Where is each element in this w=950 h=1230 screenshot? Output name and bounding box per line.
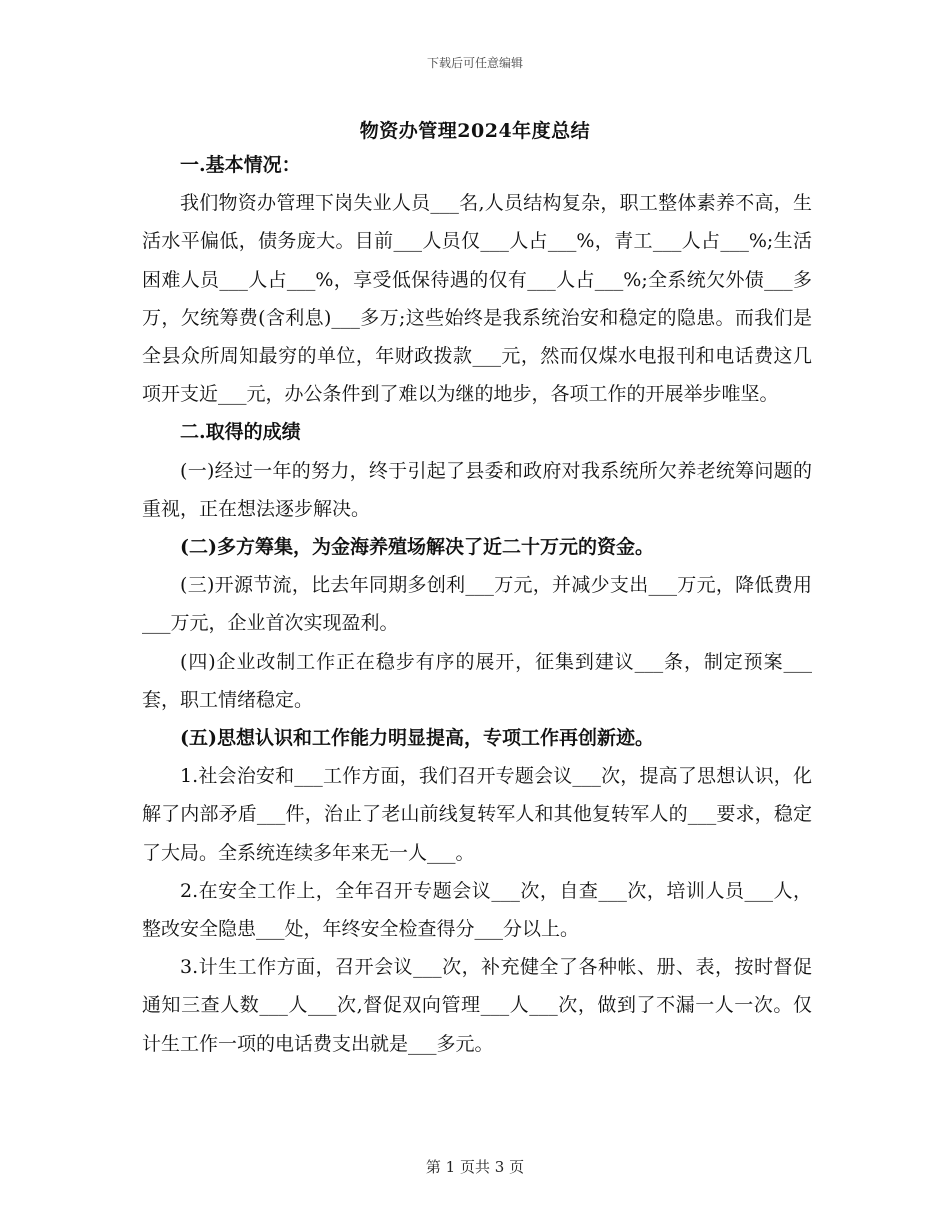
paragraph-achievement-2: (二)多方筹集，为金海养殖场解决了近二十万元的资金。 — [180, 536, 654, 559]
paragraph-achievement-3: (三)开源节流，比去年同期多创利___万元，并减少支出___万元，降低费用___万元，企业首次实现盈利。 — [142, 574, 812, 635]
page-header-note: 下载后可任意编辑 — [426, 56, 523, 70]
document-title: 物资办管理2024年度总结 — [359, 120, 591, 142]
paragraph-achievement-5: (五)思想认识和工作能力明显提高，专项工作再创新迹。 — [180, 727, 654, 750]
paragraph-item-2: 2.在安全工作上，全年召开专题会议___次，自查___次，培训人员___人，整改安全隐患___处，年终安全检查得分___分以上。 — [142, 879, 812, 941]
paragraph-achievement-1: (一)经过一年的努力，终于引起了县委和政府对我系统所欠养老统筹问题的重视，正在想法逐步解决。 — [142, 459, 812, 520]
paragraph-item-1: 1.社会治安和___工作方面，我们召开专题会议___次，提高了思想认识，化解了内部矛盾___件，治止了老山前线复转军人和其他复转军人的___要求，稳定了大局。全系统连续多年来无一人___。 — [142, 765, 812, 864]
page-number-footer: 第 1 页共 3 页 — [425, 1158, 525, 1176]
document-body — [142, 146, 812, 1063]
paragraph-item-3: 3.计生工作方面，召开会议___次，补充健全了各种帐、册、表，按时督促通知三查人数___人___次,督促双向管理___人___次，做到了不漏一人一次。仅计生工作一项的电话费支出就是___多元。 — [142, 956, 812, 1055]
section-heading-basic-situation: 一.基本情况： — [180, 154, 301, 176]
section-heading-achievements: 二.取得的成绩 — [180, 421, 301, 444]
paragraph-achievement-4: (四)企业改制工作正在稳步有序的展开，征集到建议___条，制定预案___套，职工情绪稳定。 — [142, 650, 812, 711]
paragraph-basic-situation: 我们物资办管理下岗失业人员___名,人员结构复杂，职工整体素养不高，生活水平偏低，债务庞大。目前___人员仅___人占___%，青工___人占___%;生活困难人员___人占___%，享受低保待遇的仅有___人占___%;全系统欠外债___多万，欠统筹费(含利息)___多万;这些始终是我系统治安和稳定的隐患。而我们是全县众所周知最穷的单位，年财政拨款___元，然而仅煤水电报刊和电话费这几项开支近___元，办公条件到了难以为继的地步，各项工作的开展举步唯坚。 — [142, 192, 812, 406]
